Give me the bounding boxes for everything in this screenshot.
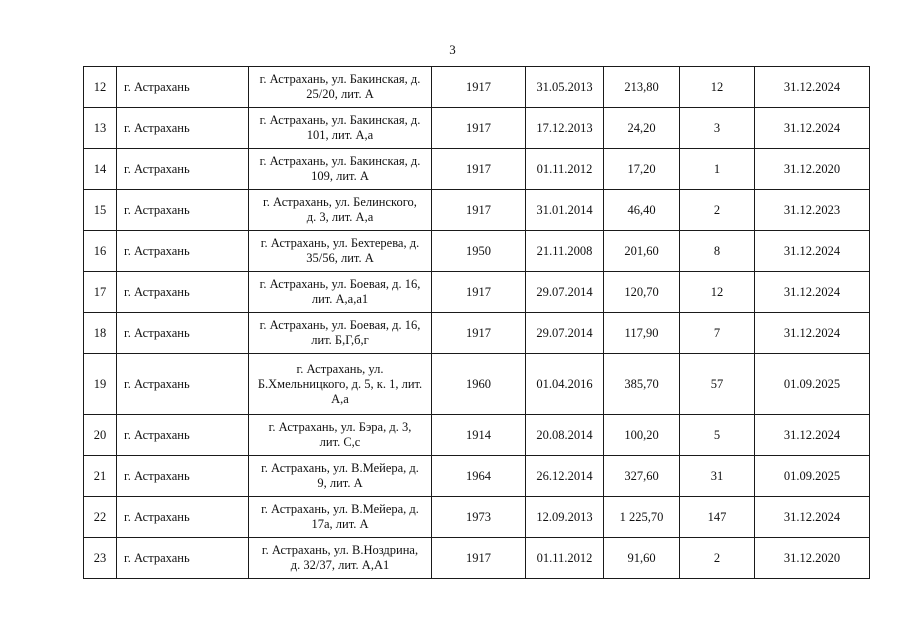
city-cell: г. Астрахань [117,231,249,272]
date-cell: 29.07.2014 [526,313,604,354]
city-cell: г. Астрахань [117,67,249,108]
deadline-cell: 31.12.2023 [755,190,870,231]
table-row [84,313,870,354]
area-cell: 17,20 [604,149,680,190]
row-number-cell: 16 [84,231,117,272]
year-cell: 1973 [432,497,526,538]
row-number-cell: 23 [84,538,117,579]
deadline-cell: 31.12.2020 [755,149,870,190]
table-row [84,231,870,272]
city-cell: г. Астрахань [117,497,249,538]
year-cell: 1917 [432,149,526,190]
address-cell: г. Астрахань, ул. Белинского, д. 3, лит. А,а [249,190,432,231]
table-row [84,497,870,538]
count-cell: 8 [680,231,755,272]
year-cell: 1914 [432,415,526,456]
row-number-cell: 14 [84,149,117,190]
city-cell: г. Астрахань [117,354,249,415]
area-cell: 100,20 [604,415,680,456]
area-cell: 120,70 [604,272,680,313]
row-number-cell: 17 [84,272,117,313]
count-cell: 12 [680,272,755,313]
area-cell: 213,80 [604,67,680,108]
count-cell: 7 [680,313,755,354]
count-cell: 5 [680,415,755,456]
date-cell: 31.01.2014 [526,190,604,231]
date-cell: 01.11.2012 [526,149,604,190]
area-cell: 201,60 [604,231,680,272]
table-row [84,272,870,313]
count-cell: 147 [680,497,755,538]
year-cell: 1950 [432,231,526,272]
date-cell: 26.12.2014 [526,456,604,497]
year-cell: 1917 [432,538,526,579]
row-number-cell: 21 [84,456,117,497]
count-cell: 3 [680,108,755,149]
address-cell: г. Астрахань, ул. В.Мейера, д. 17а, лит. А [249,497,432,538]
area-cell: 1 225,70 [604,497,680,538]
area-cell: 91,60 [604,538,680,579]
area-cell: 24,20 [604,108,680,149]
row-number-cell: 20 [84,415,117,456]
table-row [84,67,870,108]
table-row [84,456,870,497]
city-cell: г. Астрахань [117,415,249,456]
table-row [84,415,870,456]
date-cell: 01.04.2016 [526,354,604,415]
count-cell: 1 [680,149,755,190]
date-cell: 20.08.2014 [526,415,604,456]
table-row [84,190,870,231]
deadline-cell: 31.12.2024 [755,415,870,456]
address-cell: г. Астрахань, ул. Боевая, д. 16, лит. Б,Г,б,г [249,313,432,354]
city-cell: г. Астрахань [117,272,249,313]
date-cell: 21.11.2008 [526,231,604,272]
deadline-cell: 31.12.2024 [755,67,870,108]
city-cell: г. Астрахань [117,456,249,497]
city-cell: г. Астрахань [117,538,249,579]
count-cell: 2 [680,190,755,231]
address-cell: г. Астрахань, ул. Бехтерева, д. 35/56, лит. А [249,231,432,272]
table-row [84,538,870,579]
count-cell: 2 [680,538,755,579]
date-cell: 29.07.2014 [526,272,604,313]
year-cell: 1917 [432,108,526,149]
area-cell: 46,40 [604,190,680,231]
page-number: 3 [449,42,456,57]
year-cell: 1960 [432,354,526,415]
year-cell: 1917 [432,313,526,354]
year-cell: 1964 [432,456,526,497]
city-cell: г. Астрахань [117,190,249,231]
table-row [84,108,870,149]
area-cell: 385,70 [604,354,680,415]
row-number-cell: 13 [84,108,117,149]
address-cell: г. Астрахань, ул. Бакинская, д. 101, лит. А,а [249,108,432,149]
address-cell: г. Астрахань, ул. Б.Хмельницкого, д. 5, к. 1, лит. А,а [249,354,432,415]
area-cell: 117,90 [604,313,680,354]
date-cell: 01.11.2012 [526,538,604,579]
housing-registry-table [83,66,870,579]
row-number-cell: 12 [84,67,117,108]
address-cell: г. Астрахань, ул. Бакинская, д. 25/20, лит. А [249,67,432,108]
count-cell: 31 [680,456,755,497]
city-cell: г. Астрахань [117,313,249,354]
address-cell: г. Астрахань, ул. Бэра, д. 3, лит. С,с [249,415,432,456]
year-cell: 1917 [432,67,526,108]
table-row [84,149,870,190]
count-cell: 57 [680,354,755,415]
date-cell: 12.09.2013 [526,497,604,538]
row-number-cell: 19 [84,354,117,415]
address-cell: г. Астрахань, ул. Бакинская, д. 109, лит. А [249,149,432,190]
date-cell: 17.12.2013 [526,108,604,149]
deadline-cell: 01.09.2025 [755,456,870,497]
deadline-cell: 31.12.2024 [755,313,870,354]
city-cell: г. Астрахань [117,108,249,149]
deadline-cell: 31.12.2024 [755,231,870,272]
deadline-cell: 31.12.2024 [755,497,870,538]
city-cell: г. Астрахань [117,149,249,190]
row-number-cell: 15 [84,190,117,231]
row-number-cell: 22 [84,497,117,538]
deadline-cell: 31.12.2024 [755,272,870,313]
deadline-cell: 01.09.2025 [755,354,870,415]
deadline-cell: 31.12.2024 [755,108,870,149]
address-cell: г. Астрахань, ул. Боевая, д. 16, лит. А,а,а1 [249,272,432,313]
count-cell: 12 [680,67,755,108]
row-number-cell: 18 [84,313,117,354]
date-cell: 31.05.2013 [526,67,604,108]
year-cell: 1917 [432,190,526,231]
deadline-cell: 31.12.2020 [755,538,870,579]
table-row [84,354,870,415]
area-cell: 327,60 [604,456,680,497]
address-cell: г. Астрахань, ул. В.Ноздрина, д. 32/37, лит. А,А1 [249,538,432,579]
year-cell: 1917 [432,272,526,313]
address-cell: г. Астрахань, ул. В.Мейера, д. 9, лит. А [249,456,432,497]
